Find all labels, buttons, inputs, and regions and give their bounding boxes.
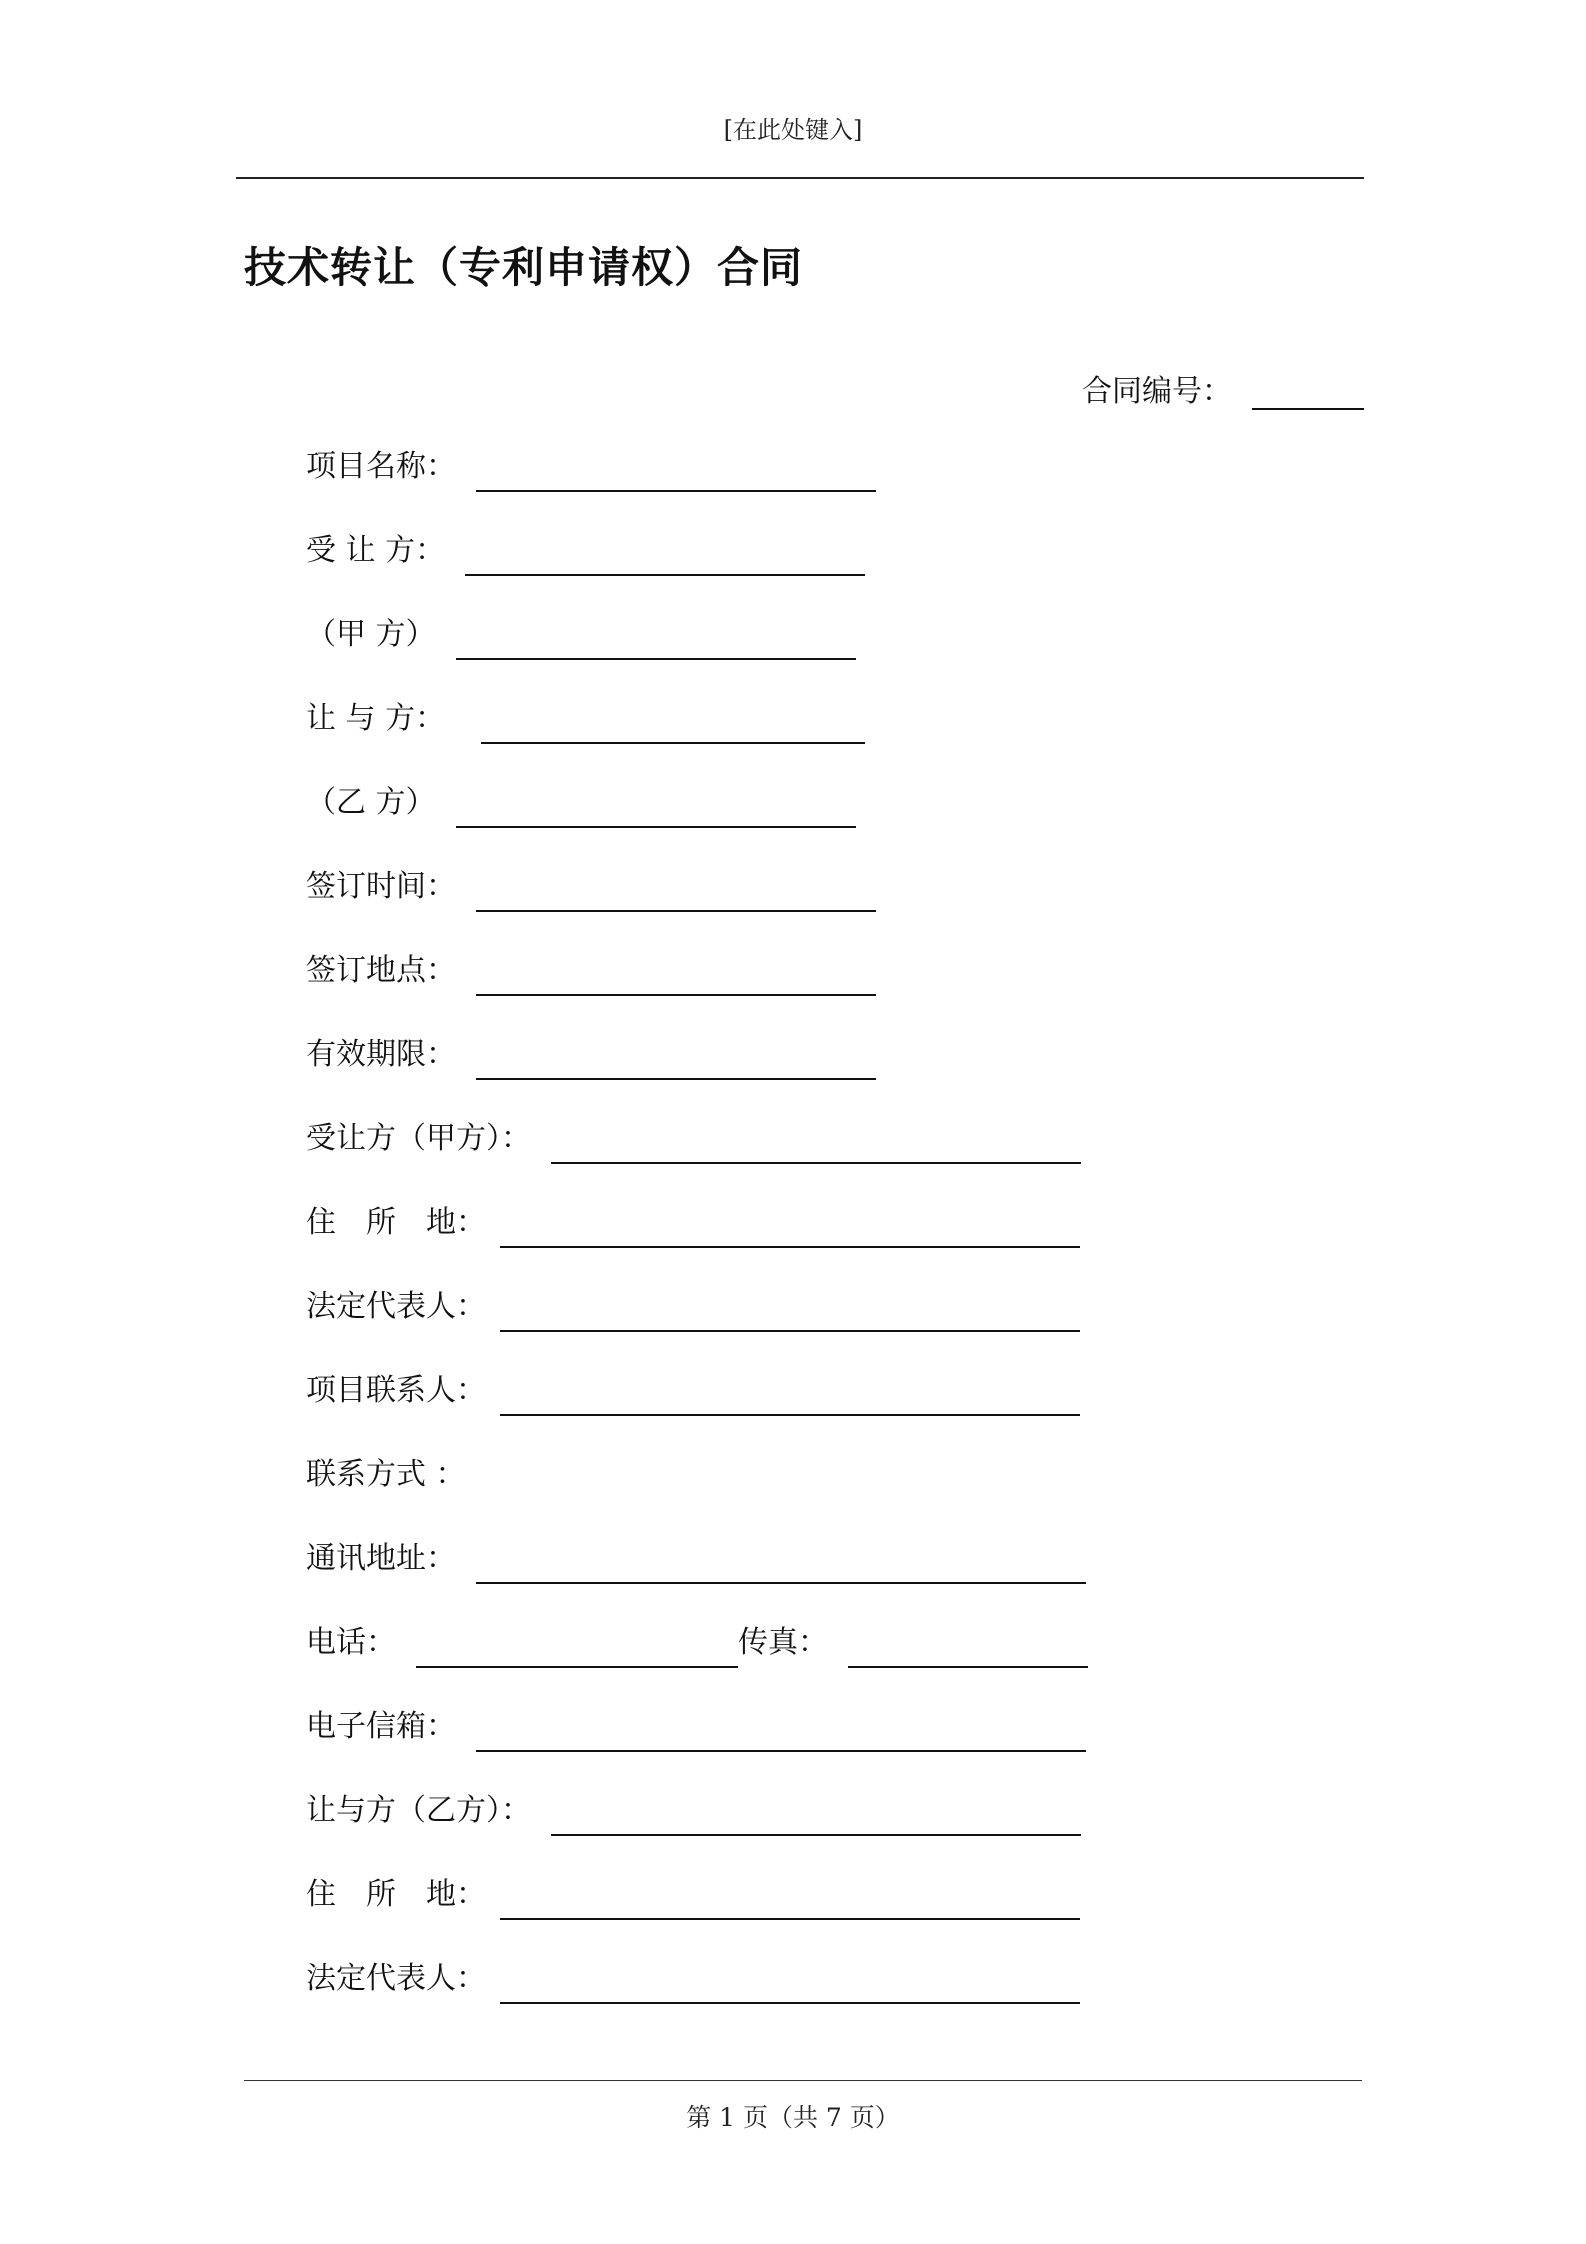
- field-label: 电子信箱：: [306, 1709, 456, 1744]
- field-label: 有效期限：: [306, 1037, 456, 1072]
- fill-blank[interactable]: [476, 1038, 876, 1080]
- field-label: 签订时间：: [306, 869, 456, 904]
- fill-blank[interactable]: [476, 870, 876, 912]
- field-label: 让 与 方：: [306, 701, 446, 736]
- party-a-email-field: [306, 1702, 1086, 1752]
- field-label: 签订地点：: [306, 953, 456, 988]
- footer-divider: [244, 2080, 1362, 2081]
- fill-blank[interactable]: [476, 954, 876, 996]
- field-label: （乙 方）: [306, 785, 436, 820]
- field-label: 联系方式 ：: [306, 1457, 466, 1492]
- fill-blank[interactable]: [551, 1122, 1081, 1164]
- document-title: 技术转让（专利申请权）合同: [244, 243, 804, 292]
- party-a-legal-rep-field: [306, 1282, 1080, 1332]
- party-a-mail-address-field: [306, 1534, 1086, 1584]
- field-validity-period: [306, 1030, 876, 1080]
- phone-label: 电话：: [306, 1625, 396, 1660]
- contract-number-blank[interactable]: [1252, 368, 1364, 410]
- field-label: 通讯地址：: [306, 1541, 456, 1576]
- field-party-a: [306, 610, 856, 660]
- field-label: 项目联系人：: [306, 1373, 486, 1408]
- fill-blank[interactable]: [456, 618, 856, 660]
- party-b-heading-field: [306, 1786, 1081, 1836]
- field-assignee: [306, 526, 865, 576]
- field-label: 项目名称：: [306, 449, 456, 484]
- fill-blank[interactable]: [476, 1710, 1086, 1752]
- fill-blank[interactable]: [500, 1374, 1080, 1416]
- fill-blank[interactable]: [456, 786, 856, 828]
- fill-blank[interactable]: [476, 1542, 1086, 1584]
- field-project-name: [306, 442, 876, 492]
- field-label: 受 让 方：: [306, 533, 446, 568]
- fill-blank[interactable]: [481, 702, 865, 744]
- page-header-text: [在此处键入]: [723, 116, 863, 144]
- field-label: 住 所 地：: [306, 1877, 486, 1912]
- fill-blank[interactable]: [476, 450, 876, 492]
- field-party-b: [306, 778, 856, 828]
- party-a-heading-field: [306, 1114, 1081, 1164]
- fill-blank[interactable]: [500, 1878, 1080, 1920]
- party-b-legal-rep-field: [306, 1954, 1080, 2004]
- contract-number-label: 合同编号：: [1082, 374, 1232, 409]
- field-label: （甲 方）: [306, 617, 436, 652]
- fax-blank[interactable]: [848, 1626, 1088, 1668]
- field-signing-place: [306, 946, 876, 996]
- fax-label: 传真：: [738, 1625, 828, 1660]
- field-label: 法定代表人：: [306, 1289, 486, 1324]
- phone-blank[interactable]: [416, 1626, 738, 1668]
- field-signing-time: [306, 862, 876, 912]
- party-b-heading: 让与方（乙方）：: [306, 1793, 531, 1828]
- party-b-address-field: [306, 1870, 1080, 1920]
- fill-blank[interactable]: [500, 1962, 1080, 2004]
- party-a-contact-method-field: [306, 1450, 466, 1500]
- field-label: 住 所 地：: [306, 1205, 486, 1240]
- party-a-heading: 受让方（甲方）：: [306, 1121, 531, 1156]
- fill-blank[interactable]: [500, 1290, 1080, 1332]
- field-assignor: [306, 694, 865, 744]
- fill-blank[interactable]: [465, 534, 865, 576]
- fill-blank[interactable]: [500, 1206, 1080, 1248]
- party-a-contact-person-field: [306, 1366, 1080, 1416]
- header-divider: [236, 177, 1364, 179]
- page-number: 第 1 页（共 7 页）: [686, 2103, 900, 2132]
- fill-blank[interactable]: [551, 1794, 1081, 1836]
- contract-number-field: [1082, 360, 1364, 410]
- party-a-phone-fax-field: [306, 1618, 1088, 1668]
- field-label: 法定代表人：: [306, 1961, 486, 1996]
- party-a-address-field: [306, 1198, 1080, 1248]
